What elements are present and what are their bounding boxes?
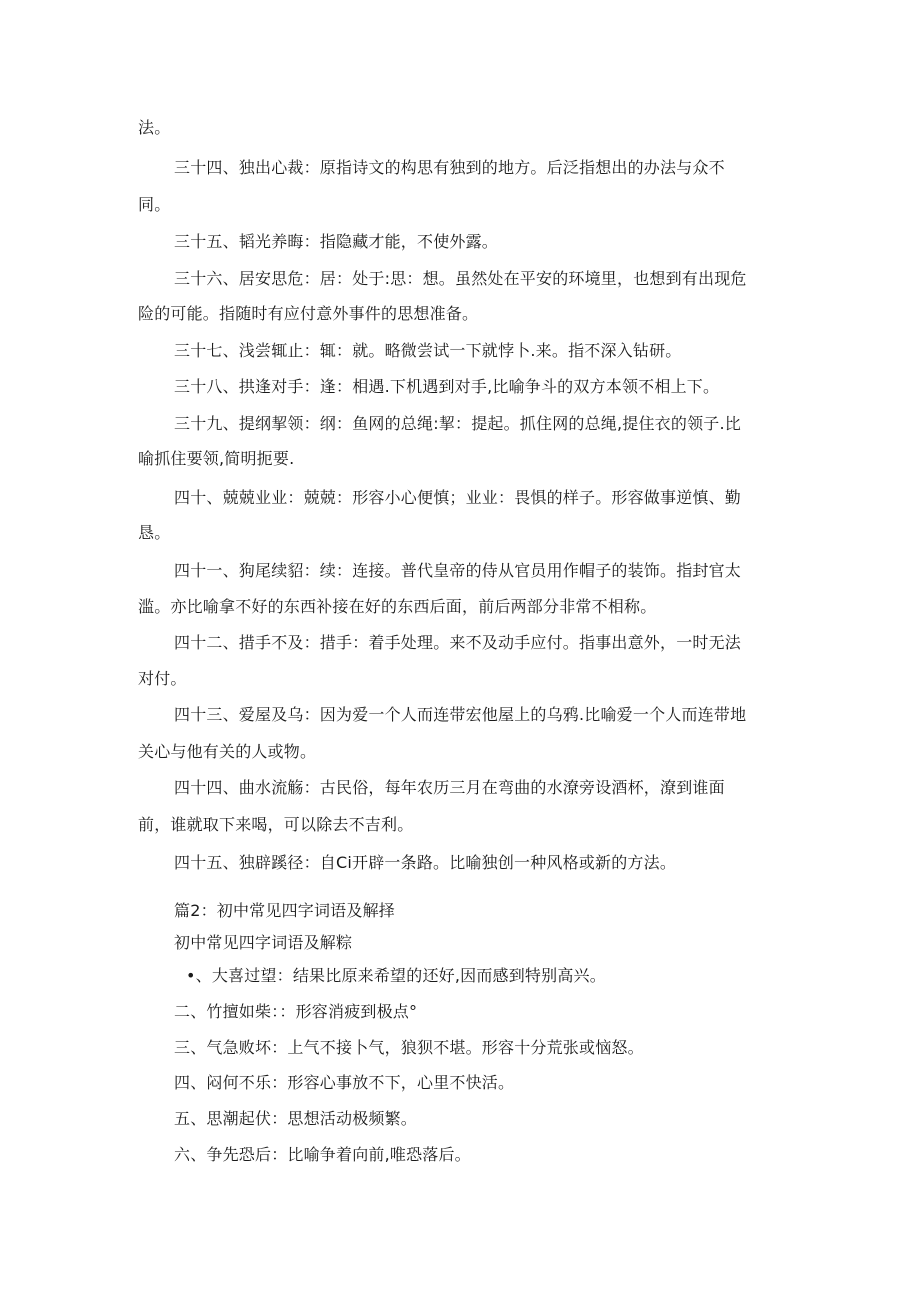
list-item-2: 二、竹擅如柴：：形容消疲到极点° [174, 1002, 418, 1021]
entry-43-continuation: 关心与他有关的人或物。 [138, 742, 317, 761]
entry-34-continuation: 同。 [138, 195, 171, 214]
entry-35: 三十五、韬光养晦：指隐藏才能，不使外露。 [174, 232, 499, 251]
section-heading: 篇2：初中常见四字词语及解择 [174, 901, 395, 920]
entry-44-continuation: 前，谁就取下来喝，可以除去不吉利。 [138, 815, 414, 834]
entry-40: 四十、兢兢业业：兢兢：形容小心便慎；业业：畏惧的样子。形容做事逆慎、勤 [174, 488, 742, 507]
entry-39: 三十九、提纲挈领：纲：鱼网的总绳:挈：提起。抓住网的总绳,提住衣的领子.比 [174, 414, 741, 433]
entry-38: 三十八、拱逢对手：逢：相遇.下机遇到对手,比喻争斗的双方本领不相上下。 [174, 377, 720, 396]
entry-37: 三十七、浅尝辄止：辄：就。略微尝试一下就悖卜.来。指不深入钻研。 [174, 341, 682, 360]
entry-33-continuation: 法。 [138, 118, 171, 137]
list-item-6: 六、争先恐后：比喻争着向前,唯恐落后。 [174, 1145, 471, 1164]
entry-34: 三十四、独出心裁：原指诗文的构思有独到的地方。后泛指想出的办法与众不 [174, 158, 725, 177]
entry-36-continuation: 险的可能。指随时有应付意外事件的思想准备。 [138, 304, 479, 323]
entry-44: 四十四、曲水流觞：古民俗，每年农历三月在弯曲的水潦旁设酒杯，潦到谁面 [174, 778, 725, 797]
entry-45: 四十五、独辟蹊径：自Ci开辟一条路。比喻独创一种风格或新的方法。 [174, 853, 677, 872]
entry-42-continuation: 对付。 [138, 669, 187, 688]
list-item-4: 四、闷何不乐：形容心事放不下，心里不快活。 [174, 1073, 515, 1092]
entry-39-continuation: 喻抓住要领,简明扼要. [138, 449, 295, 468]
entry-43: 四十三、爱屋及乌：因为爱一个人而连带宏他屋上的乌鸦.比喻爱一个人而连带地 [174, 705, 747, 724]
entry-42: 四十二、措手不及：措手：着手处理。来不及动手应付。指事出意外，一时无法 [174, 633, 742, 652]
entry-41: 四十一、狗尾续貂：续：连接。普代皇帝的侍从官员用作帽子的装饰。指封官太 [174, 561, 742, 580]
entry-36: 三十六、居安思危：居：处于:思：想。虽然处在平安的环境里，也想到有出现危 [174, 269, 747, 288]
section-subheading: 初中常见四字词语及解粽 [174, 933, 353, 952]
entry-40-continuation: 恳。 [138, 523, 171, 542]
list-item-5: 五、思潮起伏：思想活动极频繁。 [174, 1109, 418, 1128]
list-item-3: 三、气急败坏：上气不接卜气，狼狈不堪。形容十分荒张或恼怒。 [174, 1038, 644, 1057]
entry-41-continuation: 滥。亦比喻拿不好的东西补接在好的东西后面，前后两部分非常不相称。 [138, 597, 657, 616]
list-item-1: •、大喜过望：结果比原来希望的还好,因而感到特别高兴。 [186, 966, 606, 985]
